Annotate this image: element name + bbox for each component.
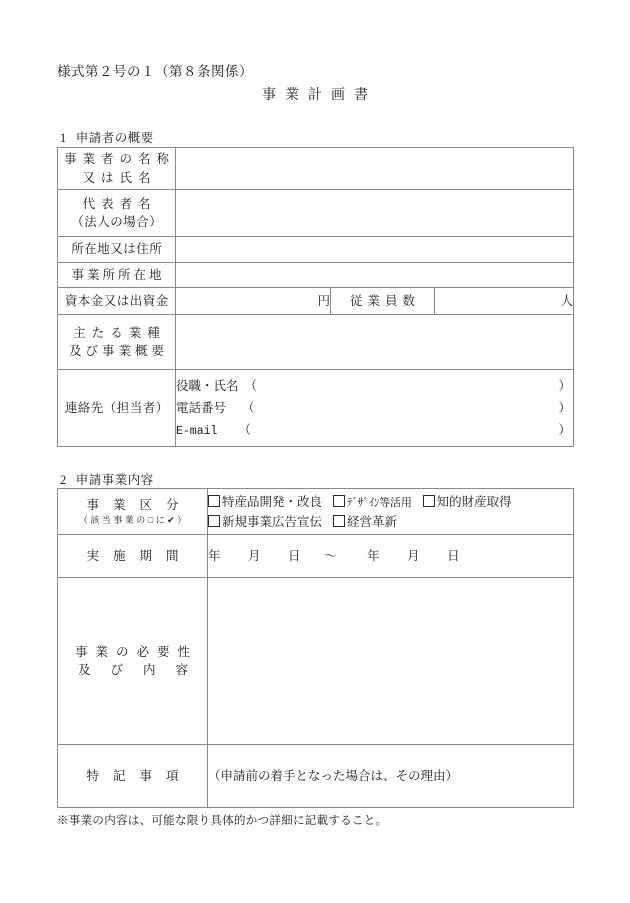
table-row (58, 578, 574, 745)
table-row (58, 237, 574, 263)
label-line-1: 従業員数 (349, 293, 420, 308)
label-line-1: 代表者名 (82, 196, 157, 211)
paren-close: ） (558, 401, 572, 415)
label-line-2: 及び内容 (78, 663, 209, 677)
label-line-1: 主たる業種 (73, 325, 166, 340)
row-label-period (58, 535, 208, 578)
label-line-1: 特記事項 (86, 768, 193, 783)
checkbox-icon[interactable] (208, 515, 220, 527)
contact-line-email[interactable] (176, 419, 573, 441)
checkbox-icon[interactable] (423, 495, 435, 507)
field-necessity-content[interactable] (208, 578, 574, 745)
label-line-1: 事業の必要性 (74, 644, 198, 659)
row-label-office-address (58, 263, 176, 288)
section-2-label: 申請事業内容 (75, 473, 154, 487)
table-row (58, 370, 574, 447)
checkbox-icon[interactable] (208, 495, 220, 507)
contact-line-position-name[interactable] (176, 375, 573, 397)
row-label-representative (58, 190, 176, 237)
paren-open: （ (244, 379, 258, 393)
category-options-row-1 (208, 492, 573, 512)
label-line-1: 事業者の名称 (64, 152, 176, 167)
contact-key: 電話番号 (176, 401, 227, 415)
contact-key: 役職・氏名 (176, 379, 239, 393)
row-label-business-name (58, 148, 176, 190)
applicant-overview-table (57, 147, 574, 447)
option-label: 知的財産取得 (436, 494, 512, 509)
label-sub: （該当事業の□に✔） (78, 515, 189, 526)
table-row (58, 745, 574, 808)
checkbox-icon[interactable] (333, 515, 345, 527)
field-capital-amount[interactable] (176, 288, 331, 315)
section-2-heading (60, 470, 154, 488)
section-2-number: 2 (60, 473, 67, 487)
field-representative[interactable] (176, 190, 574, 237)
remarks-hint: （申請前の着手となった場合は、その理由） (208, 768, 459, 783)
period-start-month: 月 (248, 548, 262, 563)
period-start-year: 年 (208, 548, 222, 563)
label-line-1: 事業区分 (86, 497, 193, 512)
checkbox-icon[interactable] (333, 495, 345, 507)
contact-line-phone[interactable] (176, 397, 573, 419)
section-1-number: 1 (60, 131, 67, 145)
option-label: 特産品開発・改良 (222, 494, 323, 509)
period-end-month: 月 (407, 548, 421, 563)
capital-unit: 円 (317, 293, 330, 308)
label-line-2: 及び事業概要 (68, 344, 168, 358)
checkbox-option-new-business-ad[interactable] (208, 512, 322, 532)
row-label-necessity (58, 578, 208, 745)
field-implementation-period[interactable] (208, 535, 574, 578)
section-1-heading (60, 128, 154, 146)
option-label: 経営革新 (347, 514, 398, 529)
label-line-1: 実施期間 (86, 548, 193, 563)
period-start-day: 日 (288, 548, 302, 563)
table-row (58, 535, 574, 578)
form-number: 様式第２号の１（第８条関係） (57, 64, 253, 79)
period-end-day: 日 (447, 548, 461, 563)
checkbox-option-ip-acquisition[interactable] (423, 492, 512, 512)
table-row (58, 315, 574, 370)
application-content-table (57, 488, 574, 808)
row-label-employees (331, 288, 435, 315)
field-business-name[interactable] (176, 148, 574, 190)
table-row (58, 190, 574, 237)
label-line-2: （法人の場合） (71, 215, 163, 229)
label-line-1: 連絡先（担当者） (64, 400, 169, 415)
label-line-1: 所在地又は住所 (71, 242, 163, 257)
checkbox-option-design-use[interactable] (333, 492, 412, 512)
option-label: ﾃﾞｻﾞｲﾝ等活用 (347, 495, 412, 509)
table-row (58, 288, 574, 315)
table-row (58, 148, 574, 190)
field-contact-group (176, 370, 574, 447)
row-label-address (58, 237, 176, 263)
table-row (58, 263, 574, 288)
section-1-label: 申請者の概要 (75, 131, 154, 145)
row-label-industry (58, 315, 176, 370)
paren-close: ） (558, 423, 572, 437)
label-line-1: 事業所所在地 (71, 267, 165, 282)
contact-key: E-mail (176, 425, 218, 438)
label-line-2: 又は氏名 (82, 170, 157, 185)
field-address[interactable] (176, 237, 574, 263)
checkbox-option-specialty-product[interactable] (208, 492, 322, 512)
row-label-remarks (58, 745, 208, 808)
checkbox-option-management-innovation[interactable] (333, 512, 397, 532)
field-business-category (208, 489, 574, 535)
paren-open: （ (238, 423, 251, 437)
page-title: 事業計画書 (262, 88, 377, 103)
period-end-year: 年 (367, 548, 381, 563)
field-industry[interactable] (176, 315, 574, 370)
period-separator: ～ (324, 548, 338, 563)
paren-close: ） (558, 379, 572, 393)
option-label: 新規事業広告宣伝 (222, 514, 323, 529)
row-label-business-category (58, 489, 208, 535)
field-employees-count[interactable] (435, 288, 574, 315)
row-label-capital (58, 288, 176, 315)
paren-open: （ (242, 401, 255, 415)
category-options-row-2 (208, 512, 573, 532)
footnote: ※事業の内容は、可能な限り具体的かつ詳細に記載すること。 (57, 815, 388, 827)
employees-unit: 人 (560, 293, 574, 308)
field-office-address[interactable] (176, 263, 574, 288)
label-line-1: 資本金又は出資金 (64, 293, 169, 308)
table-row (58, 489, 574, 535)
field-remarks[interactable] (208, 745, 574, 808)
row-label-contact (58, 370, 176, 447)
